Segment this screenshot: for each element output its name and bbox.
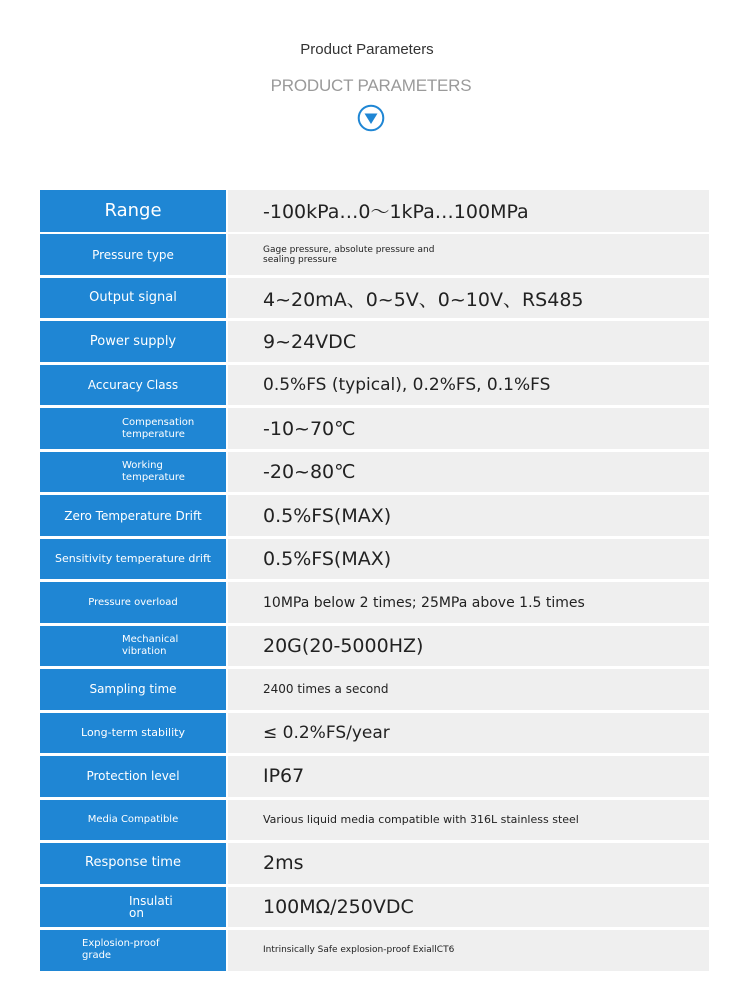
param-label: Compensation temperature xyxy=(40,408,226,449)
param-label: Accuracy Class xyxy=(40,365,226,406)
param-row-mechanical-vibration xyxy=(40,626,709,667)
param-row-accuracy-class xyxy=(40,365,709,406)
param-label: Mechanical vibration xyxy=(40,626,226,667)
param-value: 2400 times a second xyxy=(228,669,709,710)
param-value: IP67 xyxy=(228,756,709,797)
param-row-sensitivity-temperature-drift xyxy=(40,539,709,580)
param-label: Zero Temperature Drift xyxy=(40,495,226,536)
param-label: Range xyxy=(40,190,226,232)
param-label: Sensitivity temperature drift xyxy=(40,539,226,580)
param-value: 10MPa below 2 times; 25MPa above 1.5 times xyxy=(228,582,709,623)
param-value: 0.5%FS(MAX) xyxy=(228,495,709,536)
param-value: 0.5%FS (typical), 0.2%FS, 0.1%FS xyxy=(228,365,709,406)
page-title: Product Parameters xyxy=(300,41,434,58)
page-subtitle: PRODUCT PARAMETERS xyxy=(270,76,472,95)
param-label: Media Compatible xyxy=(40,800,226,841)
param-label: Power supply xyxy=(40,321,226,362)
param-label: Insulation xyxy=(40,887,226,928)
param-value: 4~20mA、0~5V、0~10V、RS485 xyxy=(228,278,709,319)
param-label: Output signal xyxy=(40,278,226,319)
param-row-media-compatible xyxy=(40,800,709,841)
param-label: Working temperature xyxy=(40,452,226,493)
param-value: 20G(20-5000HZ) xyxy=(228,626,709,667)
param-value: Various liquid media compatible with 316L stainless steel xyxy=(228,800,709,841)
parameters-table xyxy=(40,190,709,974)
param-row-range xyxy=(40,190,709,232)
param-row-compensation-temperature xyxy=(40,408,709,449)
param-row-protection-level xyxy=(40,756,709,797)
param-label: Explosion-proof grade xyxy=(40,930,226,971)
param-value: Intrinsically Safe explosion-proof ExiallCT6 xyxy=(228,930,709,971)
param-value: ≤ 0.2%FS/year xyxy=(228,713,709,754)
param-label: Pressure type xyxy=(40,234,226,275)
param-value: 100MΩ/250VDC xyxy=(228,887,709,928)
chevron-down-icon xyxy=(357,104,385,132)
param-row-pressure-type xyxy=(40,234,709,275)
param-label: Protection level xyxy=(40,756,226,797)
param-row-insulation xyxy=(40,887,709,928)
param-row-zero-temperature-drift xyxy=(40,495,709,536)
param-label: Long-term stability xyxy=(40,713,226,754)
param-value: 2ms xyxy=(228,843,709,884)
param-row-sampling-time xyxy=(40,669,709,710)
param-value: -20~80℃ xyxy=(228,452,709,493)
param-value: -100kPa…0～1kPa…100MPa xyxy=(228,190,709,232)
param-label: Sampling time xyxy=(40,669,226,710)
param-label: Pressure overload xyxy=(40,582,226,623)
param-row-long-term-stability xyxy=(40,713,709,754)
param-row-pressure-overload xyxy=(40,582,709,623)
param-row-power-supply xyxy=(40,321,709,362)
param-row-output-signal xyxy=(40,278,709,319)
param-value: -10~70℃ xyxy=(228,408,709,449)
param-value: 0.5%FS(MAX) xyxy=(228,539,709,580)
param-row-working-temperature xyxy=(40,452,709,493)
param-row-response-time xyxy=(40,843,709,884)
param-value: Gage pressure, absolute pressure and sealing pressure xyxy=(228,234,709,275)
param-row-explosion-proof-grade xyxy=(40,930,709,971)
param-label: Response time xyxy=(40,843,226,884)
param-value: 9~24VDC xyxy=(228,321,709,362)
